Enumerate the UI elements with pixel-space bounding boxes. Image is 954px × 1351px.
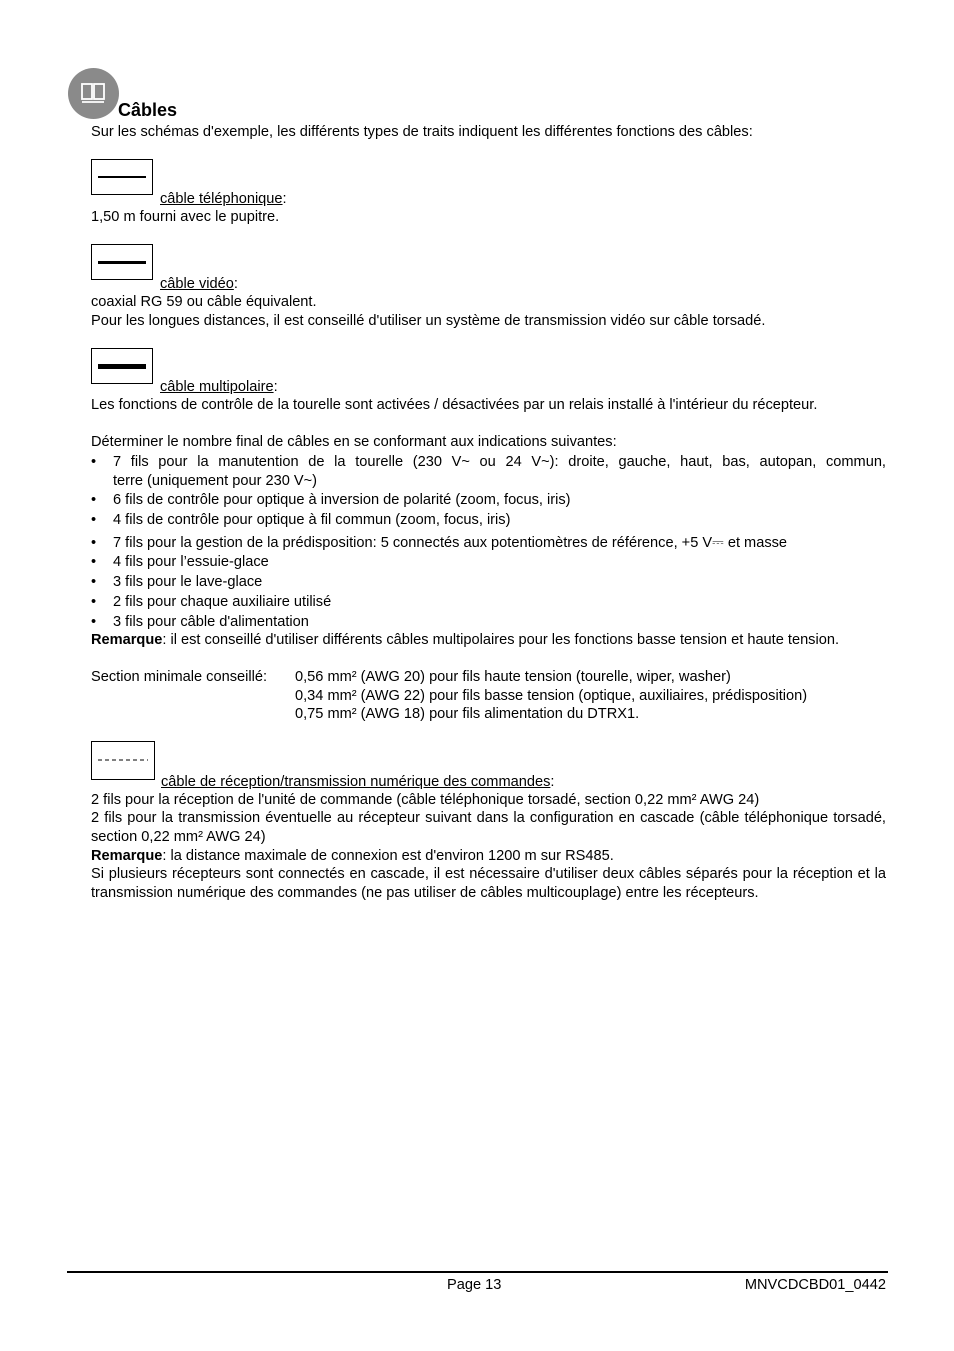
bullet-text: 6 fils de contrôle pour optique à inversion de polarité (zoom, focus, iris) bbox=[113, 492, 571, 508]
remark-label: Remarque bbox=[91, 848, 163, 864]
video-cable-label: câble vidéo bbox=[160, 276, 234, 292]
phone-cable-symbol bbox=[91, 159, 153, 195]
bullet-text: 3 fils pour le lave-glace bbox=[113, 574, 263, 590]
bullet-text-continued: terre (uniquement pour 230 V~) bbox=[113, 473, 318, 489]
bullet-text: 4 fils pour l’essuie-glace bbox=[113, 554, 269, 570]
bullet-text: 4 fils de contrôle pour optique à fil commun (zoom, focus, iris) bbox=[113, 512, 511, 528]
multi-cable-label: câble multipolaire bbox=[160, 379, 274, 395]
footer-rule bbox=[67, 1271, 888, 1273]
dc-symbol: ⎓ bbox=[712, 535, 724, 551]
video-cable-desc-2: Pour les longues distances, il est conseillé d'utiliser un système de transmission vidéo sur câble torsadé. bbox=[91, 313, 766, 329]
page-title: Câbles bbox=[118, 100, 178, 120]
multi-cable-remark bbox=[91, 631, 886, 650]
intro-text: Sur les schémas d'exemple, les différents types de traits indiquent les différentes fonctions des câbles: bbox=[91, 124, 753, 140]
digital-cable-remark bbox=[91, 847, 614, 865]
phone-cable-heading bbox=[160, 190, 287, 208]
bullet-text: 2 fils pour chaque auxiliaire utilisé bbox=[113, 594, 332, 610]
multi-cable-symbol bbox=[91, 348, 153, 384]
section-value: 0,75 mm² (AWG 18) pour fils alimentation du DTRX1. bbox=[295, 706, 640, 722]
video-cable-heading bbox=[160, 275, 238, 293]
digital-cable-desc-2: 2 fils pour la transmission éventuelle au récepteur suivant dans la configuration en cascade (câble téléphonique torsadé, section 0,22 mm² AWG 24) bbox=[91, 810, 886, 845]
video-cable-desc-1: coaxial RG 59 ou câble équivalent. bbox=[91, 294, 317, 310]
multi-cable-colon: : bbox=[273, 379, 278, 395]
bullet-text: 3 fils pour câble d'alimentation bbox=[113, 614, 309, 630]
bullet-text: 7 fils pour la manutention de la tourelle (230 V~ ou 24 V~): droite, gauche, haut, bas, autopan, commun, bbox=[113, 454, 886, 470]
document-code: MNVCDCBD01_0442 bbox=[744, 1277, 886, 1293]
phone-cable-colon: : bbox=[282, 191, 287, 207]
digital-cable-desc-1: 2 fils pour la réception de l'unité de commande (câble téléphonique torsadé, section 0,22 mm² AWG 24) bbox=[91, 792, 760, 808]
section-value: 0,34 mm² (AWG 22) pour fils basse tension (optique, auxiliaires, prédisposition) bbox=[295, 688, 808, 704]
digital-cable-label: câble de réception/transmission numérique des commandes bbox=[161, 774, 551, 790]
phone-cable-desc: 1,50 m fourni avec le pupitre. bbox=[91, 209, 280, 225]
remark-text: : il est conseillé d'utiliser différents câbles multipolaires pour les fonctions basse tension et haute tension. bbox=[162, 632, 840, 648]
remark-label: Remarque bbox=[91, 632, 163, 648]
multi-cable-paragraph-1: Les fonctions de contrôle de la tourelle sont activées / désactivées par un relais installé à l'intérieur du récepteur. bbox=[91, 397, 818, 413]
digital-cable-colon: : bbox=[550, 774, 555, 790]
page-number: Page 13 bbox=[447, 1277, 502, 1293]
multi-cable-paragraph-2: Déterminer le nombre final de câbles en se conformant aux indications suivantes: bbox=[91, 434, 617, 450]
digital-cable-heading bbox=[161, 773, 554, 791]
book-icon bbox=[68, 68, 119, 119]
phone-cable-label: câble téléphonique bbox=[160, 191, 283, 207]
section-value: 0,56 mm² (AWG 20) pour fils haute tension (tourelle, wiper, washer) bbox=[295, 669, 731, 685]
bullet-text-end: et masse bbox=[723, 535, 788, 551]
remark-text: : la distance maximale de connexion est d'environ 1200 m sur RS485. bbox=[162, 848, 614, 864]
digital-cable-desc-3: Si plusieurs récepteurs sont connectés en cascade, il est nécessaire d'utiliser deux câbles séparés pour la réception et la transmission numérique des commandes (ne pas utiliser de câbles multicouplage) entre les récepteurs. bbox=[91, 866, 886, 901]
section-label: Section minimale conseillé: bbox=[91, 669, 268, 685]
video-cable-colon: : bbox=[233, 276, 238, 292]
digital-cable-symbol bbox=[91, 741, 155, 780]
bullet-text: 7 fils pour la gestion de la prédisposition: 5 connectés aux potentiomètres de référence, +5 V bbox=[113, 535, 713, 551]
multi-cable-heading bbox=[160, 378, 278, 396]
video-cable-symbol bbox=[91, 244, 153, 280]
